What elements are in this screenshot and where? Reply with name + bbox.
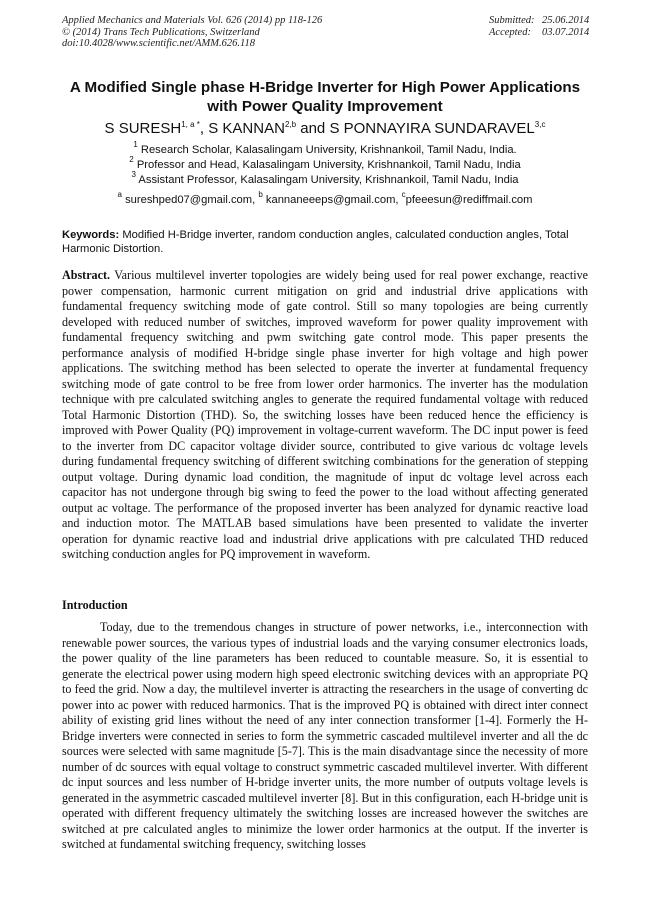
affiliation-text: Research Scholar, Kalasalingam University, Krishnankoil, Tamil Nadu, India. xyxy=(140,144,517,156)
keywords-label: Keywords: xyxy=(62,229,120,241)
email-address[interactable]: pfeeesun@rediffmail.com xyxy=(405,194,533,206)
affiliation-num: 3 xyxy=(131,170,136,179)
author-name: S SURESH xyxy=(104,120,182,137)
affiliations xyxy=(56,140,594,188)
doi-line: doi:10.4028/www.scientific.net/AMM.626.118 xyxy=(62,38,255,49)
intro-heading: Introduction xyxy=(62,598,128,612)
accepted-label: Accepted: xyxy=(489,26,531,38)
abstract-label: Abstract. xyxy=(62,268,111,282)
submitted-date: 25.06.2014 xyxy=(542,15,590,26)
author-affil-sup: 2,b xyxy=(284,120,297,129)
keywords-block xyxy=(62,228,588,256)
submitted-label: Submitted: xyxy=(489,15,535,26)
author-name: S PONNAYIRA SUNDARAVEL xyxy=(329,120,535,137)
accepted-row xyxy=(489,27,589,39)
affiliation-num: 1 xyxy=(133,140,138,149)
affiliation-line xyxy=(56,140,594,158)
paper-title: A Modified Single phase H-Bridge Inverter for High Power Applications with Power Quality Improvement xyxy=(69,79,581,115)
author-separator: and xyxy=(296,120,330,137)
affiliation-num: 2 xyxy=(129,155,134,164)
affiliation-text: Professor and Head, Kalasalingam University, Krishnankoil, Tamil Nadu, India xyxy=(136,159,521,171)
email-sup: a xyxy=(117,190,122,199)
email-sup: b xyxy=(258,190,263,199)
author-affil-sup: 3,c xyxy=(534,120,546,129)
affiliation-line xyxy=(56,170,594,188)
accepted-date: 03.07.2014 xyxy=(542,26,590,38)
email-sup: c xyxy=(401,190,406,199)
abstract-block xyxy=(62,268,588,563)
keywords-text: Modified H-Bridge inverter, random conduction angles, calculated conduction angles, Total Harmonic Distortion. xyxy=(62,229,569,255)
submitted-row xyxy=(489,15,589,27)
dates-header xyxy=(489,15,589,38)
abstract-text: Various multilevel inverter topologies are widely being used for real power exchange, reactive power compensation, harmonic current mitigation on grid and industrial drive applications with fundamental frequency switching mode of gate control. Still so many topologies are being currently developed with reduced number of switches, improved waveform for power quality improvement with fundamental frequency switching and pwm switching gate control mode. This paper presents the performance analysis of modified H-bridge single phase inverter for high voltage and high power applications. The switching method has been selected to operate the inverter at fundamental frequency switching mode of gate control to be free from lower order harmonics. The inverter has the modulation technique with pre calculated switching angles to generate the required fundamental voltage with reduced Total Harmonic Distortion (THD). So, the switching losses have been reduced hence the efficiency is improved with Power Quality (PQ) improvement in voltage-current waveform. The DC input power is feed to the inverter from DC capacitor voltage divider source, contributed to give various dc voltage levels during fundamental frequency switching of different switching combinations for the generation of stepping output voltage. During dynamic load condition, the magnitude of input dc voltage level across each capacitor has not undergone through big swing to feed the power to the load without affecting generated output ac voltage. The performance of the proposed inverter has been analyzed for dynamic reactive load and induction motor. The MATLAB based simulations have been presented to validate the inverter operation for dynamic reactive load and industrial drive applications with pre calculated THD reduced switching conduction angles for PQ improvement in waveform. xyxy=(62,268,588,561)
intro-paragraph: Today, due to the tremendous changes in structure of power networks, i.e., interconnection with renewable power sources, the various types of industrial loads and the varying consumer electronics loads, the power quality of the line parameters has been reduced to countable measure. So, it is essential to generate the electrical power using modern high speed electronic switching devices with an appropriate PQ to feed the grid. Now a day, the multilevel inverter is attracting the researchers in the usage of converting dc power into ac power with reduced harmonics. That is the improved PQ is obtained with direct inter connect ability of existing grid lines without the need of any inter connection transformer [1-4]. Formerly the H-Bridge inverters were connected in series to form the symmetric cascaded multilevel inverter and all the dc sources were selected with same magnitude [5-7]. This is the main disadvantage since the necessity of more number of dc sources with equal voltage to construct symmetric cascaded multilevel inverter. With different dc input sources and less number of H-bridge inverter units, the more number of outputs voltage levels is generated in the asymmetric cascaded multilevel inverter [8]. But in this configuration, each H-bridge unit is operated with different frequency ultimately the switching losses are increased however the switches are switched at pre calculated angles to minimize the lower order harmonics at the output. If the inverter is switched at fundamental switching frequency, switching losses xyxy=(62,620,588,851)
journal-citation: Applied Mechanics and Materials Vol. 626 (2014) pp 118-126 xyxy=(62,15,323,26)
author-separator: , xyxy=(199,120,209,137)
email-address[interactable]: kannaneeeps@gmail.com, xyxy=(265,194,402,206)
author-list xyxy=(56,120,594,138)
affiliation-text: Assistant Professor, Kalasalingam University, Krishnankoil, Tamil Nadu, India xyxy=(138,174,519,186)
email-address[interactable]: sureshped07@gmail.com, xyxy=(125,194,259,206)
email-list xyxy=(56,190,594,207)
journal-header xyxy=(62,15,322,50)
author-name: S KANNAN xyxy=(208,120,285,137)
author-affil-sup: 1, a * xyxy=(181,120,200,129)
copyright-line: © (2014) Trans Tech Publications, Switzerland xyxy=(62,26,260,38)
affiliation-line xyxy=(56,155,594,173)
